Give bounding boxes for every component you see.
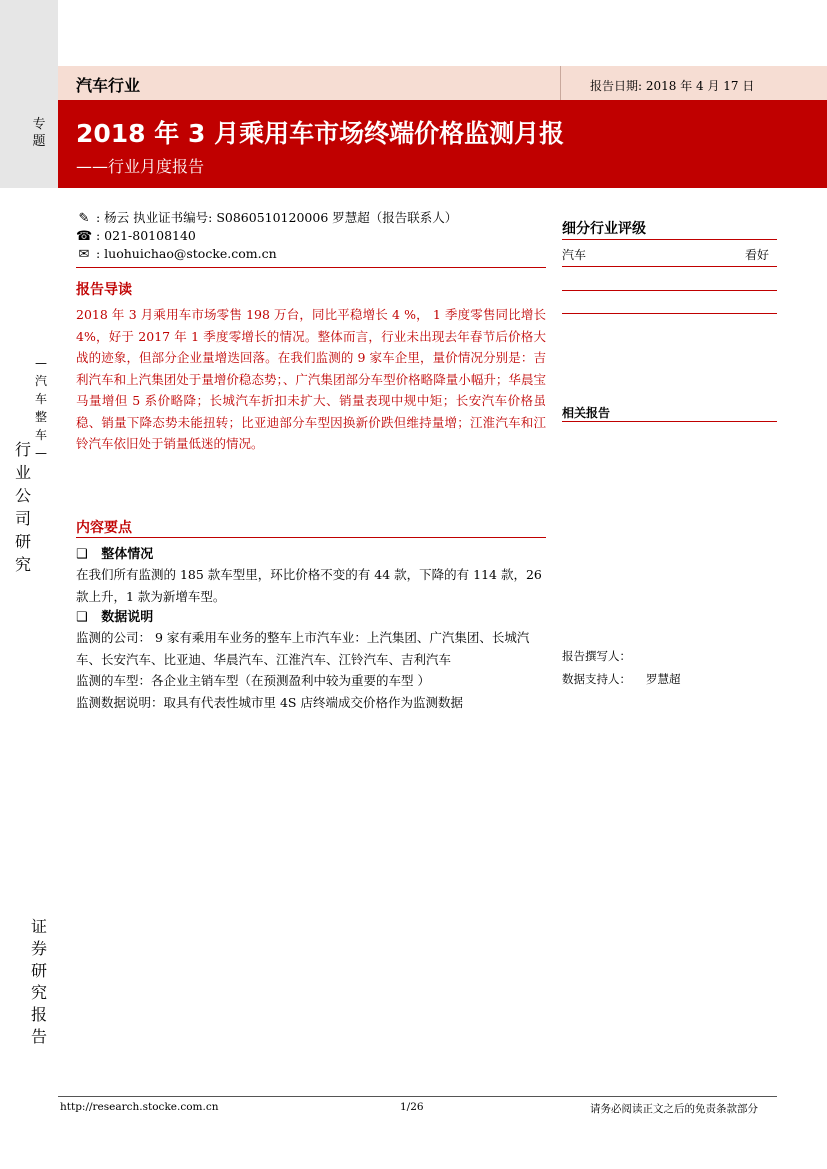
summary-text: 2018 年 3 月乘用车市场零售 198 万台，同比平稳增长 4 %， 1 季度零售同比增长 4%，好于 2017 年 1 季度零增长的情况。整体而言，行业未出现去年春节后价格大战的迹象，但部分企业量增迭回落。在我们监测的 9 家车企里，量价情况分别是：吉利汽车和上汽集团处于量增价稳态势；、广汽集团部分车型价格略降量小幅升；华晨宝马量增但 5 系价略降；长城汽车折扣未扩大、销量表现中规中矩；长安汽车价格虽稳、销量下降态势未能扭转；比亚迪部分车型因换新价跌但维持量增；江淮汽车和江铃汽车依旧处于销量低迷的情况。 [76,307,546,451]
sidebar-bottom-label: 证券研究报告 [30,917,47,1046]
rating-value: 看好 [745,248,770,262]
rating-sector: 汽车 [562,248,587,262]
checkbox-icon: ❑ [76,547,88,562]
sidebar-top-block [0,0,58,188]
page-number: 1/26 [400,1101,424,1113]
pen-icon: ✎ [78,211,90,226]
key-points-heading: 内容要点 [76,520,132,536]
data-desc-heading: ❑ 数据说明 [76,610,154,625]
key-points-divider [76,537,546,538]
sidebar-col-research: 行业公司研究 [14,440,31,574]
analyst-contacts [76,209,546,263]
writer-label: 报告撰写人： [562,649,631,663]
rating-divider-top [562,239,777,240]
data-line-source: 监测数据说明：取具有代表性城市里 4S 店终端成交价格作为监测数据 [76,694,463,710]
phone-icon: ☎ [76,229,93,244]
data-line-models: 监测的车型：各企业主销车型（在预测盈利中较为重要的车型 ） [76,673,430,688]
footer-url[interactable]: http://research.stocke.com.cn [60,1101,219,1113]
contact-row-phone: ☎ : 021-80108140 [76,228,196,244]
overall-heading: ❑ 整体情况 [76,547,154,562]
data-line-companies: 监测的公司： 9 家有乘用车业务的整车上市汽车业：上汽集团、广汽集团、长城汽车、长安汽车、比亚迪、华晨汽车、江淮汽车、江铃汽车、吉利汽车 [76,630,530,667]
contacts-divider [76,267,546,268]
sidebar-col-sector: —汽车整车— [34,356,47,460]
related-reports-heading: 相关报告 [562,406,611,420]
checkbox-icon: ❑ [76,610,88,625]
report-type-tag: 专题 [32,117,46,149]
report-title: 2018 年 3 月乘用车市场终端价格监测月报 [76,119,565,148]
report-date: 报告日期: 2018 年 4 月 17 日 [590,79,755,93]
support-name: 罗慧超 [646,672,681,686]
mail-icon: ✉ [78,247,90,262]
rating-divider-3 [562,313,777,314]
overall-text: 在我们所有监测的 185 款车型里，环比价格不变的有 44 款，下降的有 114 款，26 款上升，1 款为新增车型。 [76,567,542,604]
sidebar-vertical-label [0,219,58,574]
rating-divider-1 [562,266,777,267]
support-label: 数据支持人： [562,672,631,686]
footer-disclaimer: 请务必阅读正文之后的免责条款部分 [590,1103,758,1115]
footer-divider [58,1096,777,1097]
summary-heading: 报告导读 [76,282,132,298]
rating-divider-2 [562,290,777,291]
contact-row-email: ✉ : luohuichao@stocke.com.cn [76,245,546,263]
rating-heading: 细分行业评级 [562,221,646,237]
industry-label: 汽车行业 [76,76,141,95]
header-divider [560,66,561,100]
contact-row-analyst: ✎ : 杨云 执业证书编号: S0860510120006 罗慧超（报告联系人） [76,209,546,227]
related-divider [562,421,777,422]
report-subtitle: ——行业月度报告 [76,157,205,176]
data-desc-lines [76,627,546,713]
